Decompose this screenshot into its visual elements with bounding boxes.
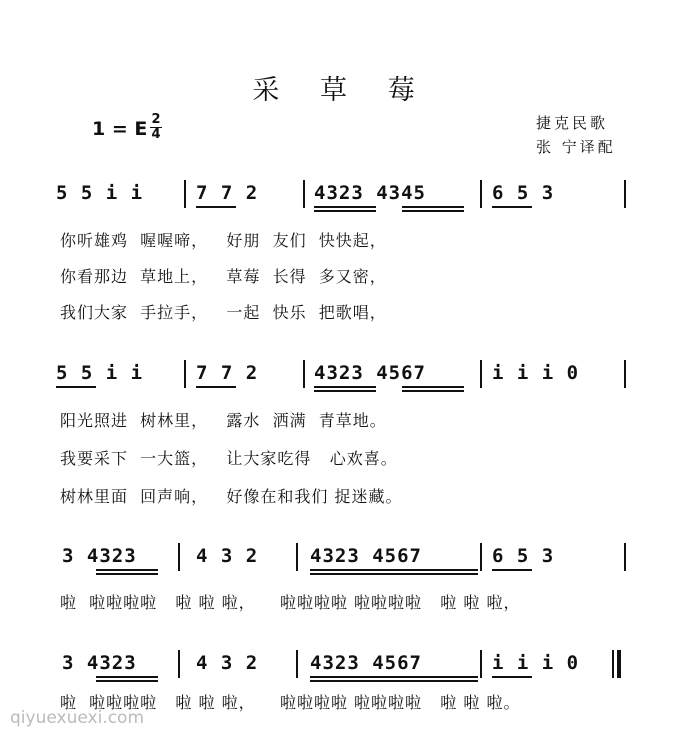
beam-underline [310, 676, 478, 678]
barline [624, 360, 626, 388]
time-sig-top: 2 [151, 112, 161, 127]
beam-underline [314, 206, 376, 208]
credit-origin: 捷克民歌 [536, 114, 609, 132]
measure-4: 6 5 3 [492, 545, 555, 567]
beam-underline [492, 676, 532, 678]
final-barline-thin [612, 650, 614, 678]
final-barline-thick [617, 650, 621, 678]
barline [296, 650, 298, 678]
beam-underline [402, 206, 464, 208]
beam-underline [310, 573, 478, 575]
note-row-4 [56, 652, 636, 688]
measure-2: 4 3 2 [196, 545, 259, 567]
beam-underline [314, 390, 376, 392]
barline [184, 180, 186, 208]
measure-1: 5 5 i i [56, 362, 144, 384]
beam-underline [96, 676, 158, 678]
barline [624, 543, 626, 571]
time-sig-bottom: 4 [151, 127, 161, 142]
barline [303, 180, 305, 208]
beam-underline [402, 386, 464, 388]
note-row-2 [56, 362, 636, 398]
measure-3: 4323 4567 [314, 362, 426, 384]
measure-3: 4323 4345 [314, 182, 426, 204]
measure-1: 3 4323 [62, 652, 137, 674]
beam-underline [196, 206, 236, 208]
beam-underline [96, 680, 158, 682]
measure-1: 5 5 i i [56, 182, 144, 204]
barline [178, 543, 180, 571]
beam-underline [310, 569, 478, 571]
lyric-line: 我们大家 手拉手， 一起 快乐 把歌唱， [60, 303, 387, 322]
beam-underline [314, 210, 376, 212]
measure-1: 3 4323 [62, 545, 137, 567]
measure-2: 7 7 2 [196, 362, 259, 384]
beam-underline [402, 390, 464, 392]
barline [178, 650, 180, 678]
barline [480, 360, 482, 388]
lyric-line: 你听雄鸡 喔喔啼， 好朋 友们 快快起， [60, 231, 387, 250]
measure-3: 4323 4567 [310, 545, 422, 567]
key-signature: 1 = E [92, 118, 148, 140]
note-row-3 [56, 545, 636, 581]
note-row-1 [56, 182, 636, 218]
barline [480, 543, 482, 571]
barline [624, 180, 626, 208]
measure-4: 6 5 3 [492, 182, 555, 204]
beam-underline [96, 569, 158, 571]
barline [480, 650, 482, 678]
time-signature [150, 114, 162, 141]
lyric-line: 啦 啦啦啦啦 啦 啦 啦， 啦啦啦啦 啦啦啦啦 啦 啦 啦。 [60, 693, 521, 712]
measure-2: 4 3 2 [196, 652, 259, 674]
measure-2: 7 7 2 [196, 182, 259, 204]
lyric-line: 阳光照进 树林里， 露水 洒满 青草地。 [60, 411, 387, 430]
barline [296, 543, 298, 571]
lyric-line: 啦 啦啦啦啦 啦 啦 啦， 啦啦啦啦 啦啦啦啦 啦 啦 啦， [60, 593, 521, 612]
barline [303, 360, 305, 388]
measure-4: i i i 0 [492, 652, 580, 674]
beam-underline [310, 680, 478, 682]
beam-underline [314, 386, 376, 388]
beam-underline [96, 573, 158, 575]
beam-underline [196, 386, 236, 388]
beam-underline [492, 206, 532, 208]
beam-underline [56, 386, 96, 388]
song-title: 采 草 莓 [252, 75, 431, 106]
beam-underline [402, 210, 464, 212]
credit-translator: 张 宁译配 [536, 138, 616, 156]
lyric-line: 树林里面 回声响， 好像在和我们 捉迷藏。 [60, 487, 403, 506]
watermark: qiyuexuexi.com [10, 708, 144, 728]
beam-underline [492, 569, 532, 571]
lyric-line: 你看那边 草地上， 草莓 长得 多又密， [60, 267, 387, 286]
lyric-line: 我要采下 一大篮， 让大家吃得 心欢喜。 [60, 449, 398, 468]
measure-4: i i i 0 [492, 362, 580, 384]
barline [480, 180, 482, 208]
barline [184, 360, 186, 388]
measure-3: 4323 4567 [310, 652, 422, 674]
